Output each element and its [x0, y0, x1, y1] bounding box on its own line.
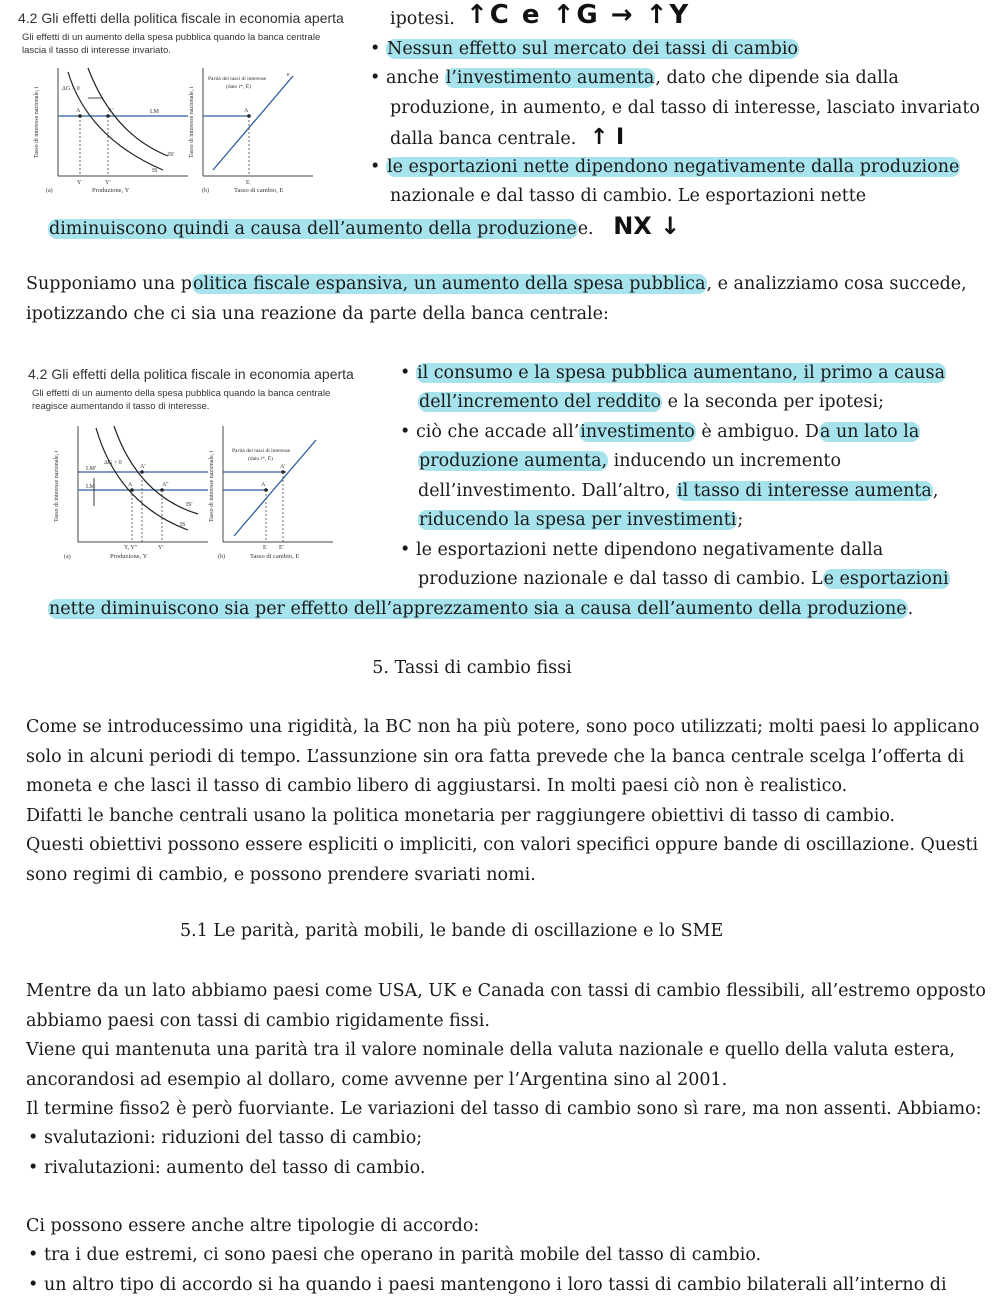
- para2-line: sono regimi di cambio, e possono prendere svariati nomi.: [26, 864, 536, 885]
- figure2-caption-line2: reagisce aumentando il tasso di interesse.: [32, 401, 210, 412]
- highlight: riducendo la spesa per investimenti: [419, 510, 737, 530]
- fig2-lm2-label: LM': [86, 466, 97, 472]
- fig1-left-xlabel: Produzione, Y: [92, 187, 130, 194]
- fig2-is-label: IS: [180, 522, 186, 528]
- fig1-a2-label: A': [108, 108, 114, 114]
- para3-line: Viene qui mantenuta una parità tra il valore nominale della valuta nazionale e quello della valuta estera,: [26, 1040, 955, 1060]
- fig1-lm-label: LM: [150, 109, 159, 115]
- section2-bullet2: • ciò che accade all’investimento è ambiguo. Da un lato la: [400, 418, 920, 448]
- figure2-caption-line1: Gli effetti di un aumento della spesa pubblica quando la banca centrale: [32, 388, 331, 399]
- fig1-is2-label: IS': [168, 152, 175, 158]
- para2-line: solo in alcuni periodi di tempo. L’assunzione sin ora fatta prevede che la banca centrale scelga l’offerta di: [26, 746, 965, 767]
- fig2-right-xlabel: Tasso di cambio, E: [250, 553, 300, 560]
- para3-line: Il termine fisso2 è però fuorviante. Le variazioni del tasso di cambio sono sì rare, ma non assenti. Abbiamo:: [26, 1099, 982, 1119]
- fig1-right-title-1: Parità dei tassi di interesse: [208, 76, 267, 82]
- bullet: •: [400, 363, 411, 383]
- fig1-y2-label: Y': [105, 180, 111, 186]
- para3-line: abbiamo paesi con tassi di cambio rigidamente fissi.: [26, 1010, 490, 1031]
- fig2-left-xlabel: Produzione, Y: [110, 553, 148, 560]
- para1-line2: ipotizzando che ci sia una reazione da parte della banca centrale:: [26, 304, 609, 324]
- para3: [26, 977, 986, 1125]
- para2: [26, 713, 979, 890]
- fig2-lm-label: LM: [86, 484, 95, 490]
- section1-bullet3-line2: nazionale e dal tasso di cambio. Le esportazioni nette: [390, 186, 867, 206]
- section1-bullet2-line2: produzione, in aumento, e dal tasso di interesse, lasciato invariato: [390, 98, 980, 118]
- highlight: investimento: [580, 422, 695, 442]
- section2-bullet2-line3: dell’investimento. Dall’altro, il tasso di interesse aumenta,: [418, 481, 939, 501]
- fig2-y2-label: Y': [158, 545, 164, 551]
- fig1-right-ylabel: Tasso di interesse nazionale, i: [189, 86, 195, 158]
- list-item: • svalutazioni: riduzioni del tasso di cambio;: [28, 1124, 425, 1154]
- fig2-is2-label: IS': [186, 502, 193, 508]
- section2-bullet1: [400, 359, 946, 389]
- fig1-left-ylabel: Tasso di interesse nazionale, i: [34, 86, 40, 158]
- para3-line: ancorandosi ad esempio al dollaro, come avvenne per l’Argentina sino al 2001.: [26, 1069, 728, 1090]
- fig2-right-e2-label: E': [279, 545, 284, 551]
- para2-line: Questi obiettivi possono essere espliciti o impliciti, con valori specifici oppure bande di oscillazione. Questi: [26, 835, 979, 855]
- fig1-a-label: A: [76, 108, 81, 114]
- highlight: a un lato la: [819, 422, 920, 442]
- fig2-right-tag: (b): [218, 554, 225, 560]
- fig1-parity-line: [213, 76, 293, 170]
- fig2-right-title-2: (dato i*, Ē): [248, 456, 273, 462]
- para2-line: Come se introducessimo una rigidità, la BC non ha più potere, sono poco utilizzati; molti paesi lo applicano: [26, 717, 980, 737]
- list2: [28, 1241, 947, 1300]
- figure2-diagram: [48, 418, 358, 566]
- fig2-left-ylabel: Tasso di interesse nazionale, i: [54, 450, 60, 522]
- section1-bullet2-line3: dalla banca centrale. ↑ I: [390, 125, 625, 150]
- bullet: •: [28, 1274, 39, 1295]
- highlight: produzione aumenta,: [419, 451, 608, 471]
- section2-bullet3: • le esportazioni nette dipendono negativamente dalla: [400, 536, 883, 566]
- heading-section5-1: 5.1 Le parità, parità mobili, le bande di oscillazione e lo SME: [180, 921, 724, 941]
- fig2-right-ylabel: Tasso di interesse nazionale, i: [209, 450, 215, 522]
- fig2-right-title-1: Parità dei tassi di interesse: [232, 448, 291, 454]
- fig2-a2-label: A'': [162, 482, 169, 488]
- fig1-right-e-label: E: [246, 180, 250, 186]
- para4: Ci possono essere anche altre tipologie di accordo:: [26, 1216, 480, 1236]
- fig2-right-e-label: E: [263, 545, 267, 551]
- section2-bullet1-line2: dell’incremento del reddito e la seconda per ipotesi;: [419, 392, 884, 412]
- para2-line: moneta e che lasci il tasso di cambio libero di aggiustarsi. In molti paesi ciò non è realistico.: [26, 776, 848, 796]
- figure1-diagram: [28, 58, 338, 198]
- fig1-is-curve: [68, 72, 163, 170]
- bullet: •: [370, 68, 381, 88]
- figure1-caption-line2: lascia il tasso di interesse invariato.: [22, 45, 171, 56]
- highlight: nette diminuiscono sia per effetto dell’apprezzamento sia a causa dell’aumento della produzione: [49, 599, 907, 619]
- heading-section5: 5. Tassi di cambio fissi: [372, 658, 572, 678]
- fig1-right-xlabel: Tasso di cambio, E: [234, 187, 284, 194]
- fig1-y-label: Y: [77, 180, 82, 186]
- fig2-dg-label: ΔG > 0: [104, 460, 122, 466]
- bullet: •: [28, 1128, 39, 1148]
- fig2-a-label: A: [128, 482, 133, 488]
- highlight: dell’incremento del reddito: [419, 392, 662, 412]
- highlight: e esportazioni: [823, 569, 949, 589]
- bullet: •: [400, 540, 411, 560]
- bullet: •: [370, 39, 381, 59]
- handwritten-note-cgy: ↑C e ↑G → ↑Y: [466, 0, 691, 30]
- highlight: il tasso di interesse aumenta: [676, 481, 932, 501]
- list-item: • tra i due estremi, ci sono paesi che operano in parità mobile del tasso di cambio.: [28, 1241, 947, 1271]
- fig2-a1-label: A': [140, 464, 146, 470]
- bullet: •: [400, 422, 411, 442]
- highlight: olitica fiscale espansiva, un aumento della spesa pubblica: [192, 274, 706, 294]
- list-item: • rivalutazioni: aumento del tasso di cambio.: [28, 1154, 425, 1184]
- section1-bullet1: [370, 35, 799, 65]
- fig2-y-label: Y, Y'': [124, 545, 137, 551]
- fig1-is-label: IS: [152, 168, 158, 174]
- section1-bullet2: • anche l’investimento aumenta, dato che dipende sia dalla: [370, 64, 899, 94]
- fig1-right-a-label: A: [244, 108, 249, 114]
- highlight: diminuiscono quindi a causa dell’aumento della produzione: [49, 219, 577, 239]
- figure1-caption-line1: Gli effetti di un aumento della spesa pubblica quando la banca centrale: [22, 32, 321, 43]
- fig2-left-tag: (a): [64, 554, 71, 560]
- fig1-right-title-2: (dato i*, Ē): [226, 84, 251, 90]
- handwritten-note-nx: NX ↓: [613, 212, 681, 240]
- highlight: l’investimento aumenta: [445, 68, 655, 88]
- list-item: • un altro tipo di accordo si ha quando i paesi mantengono i loro tassi di cambio bilaterali all’interno di: [28, 1271, 947, 1301]
- section2-bullet3-line3: nette diminuiscono sia per effetto dell’apprezzamento sia a causa dell’aumento della produzione.: [49, 599, 914, 619]
- fig2-right-a2-label: A': [280, 464, 286, 470]
- section2-bullet3-line2: produzione nazionale e dal tasso di cambio. Le esportazioni: [418, 569, 949, 589]
- fig1-right-ep-label: e: [287, 72, 290, 78]
- fig2-right-a-label: A: [261, 482, 266, 488]
- highlight: le esportazioni nette dipendono negativamente dalla produzione: [387, 157, 960, 177]
- para3-line: Mentre da un lato abbiamo paesi come USA, UK e Canada con tassi di cambio flessibili, all’estremo opposto: [26, 981, 986, 1001]
- fig1-right-tag: (b): [202, 188, 209, 194]
- para2-line: Difatti le banche centrali usano la politica monetaria per raggiungere obiettivi di tasso di cambio.: [26, 805, 896, 826]
- figure2-title: 4.2 Gli effetti della politica fiscale in economia aperta: [28, 366, 354, 382]
- section1-bullet3-line3: diminuiscono quindi a causa dell’aumento della produzionee. NX ↓: [49, 212, 681, 240]
- para1-line1: Supponiamo una politica fiscale espansiva, un aumento della spesa pubblica, e analizziamo cosa succede,: [26, 274, 967, 294]
- figure1-title: 4.2 Gli effetti della politica fiscale in economia aperta: [18, 10, 344, 26]
- section1-line0: ipotesi.: [390, 9, 455, 29]
- section1-bullet3: [370, 153, 960, 183]
- list1: [28, 1124, 425, 1183]
- handwritten-note-invest: ↑ I: [589, 125, 625, 150]
- fig1-dg-label: ΔG > 0: [62, 86, 80, 92]
- figure1-caption: [22, 31, 320, 57]
- bullet: •: [28, 1157, 39, 1178]
- highlight: il consumo e la spesa pubblica aumentano, il primo a causa: [417, 363, 946, 383]
- bullet: •: [28, 1245, 39, 1265]
- section2-bullet2-line4: riducendo la spesa per investimenti;: [419, 510, 744, 530]
- figure2-caption: [32, 387, 330, 413]
- bullet: •: [370, 157, 381, 177]
- fig1-left-tag: (a): [46, 188, 53, 194]
- highlight: Nessun effetto sul mercato dei tassi di cambio: [387, 39, 798, 59]
- section2-bullet2-line2: produzione aumenta, inducendo un incremento: [419, 451, 841, 471]
